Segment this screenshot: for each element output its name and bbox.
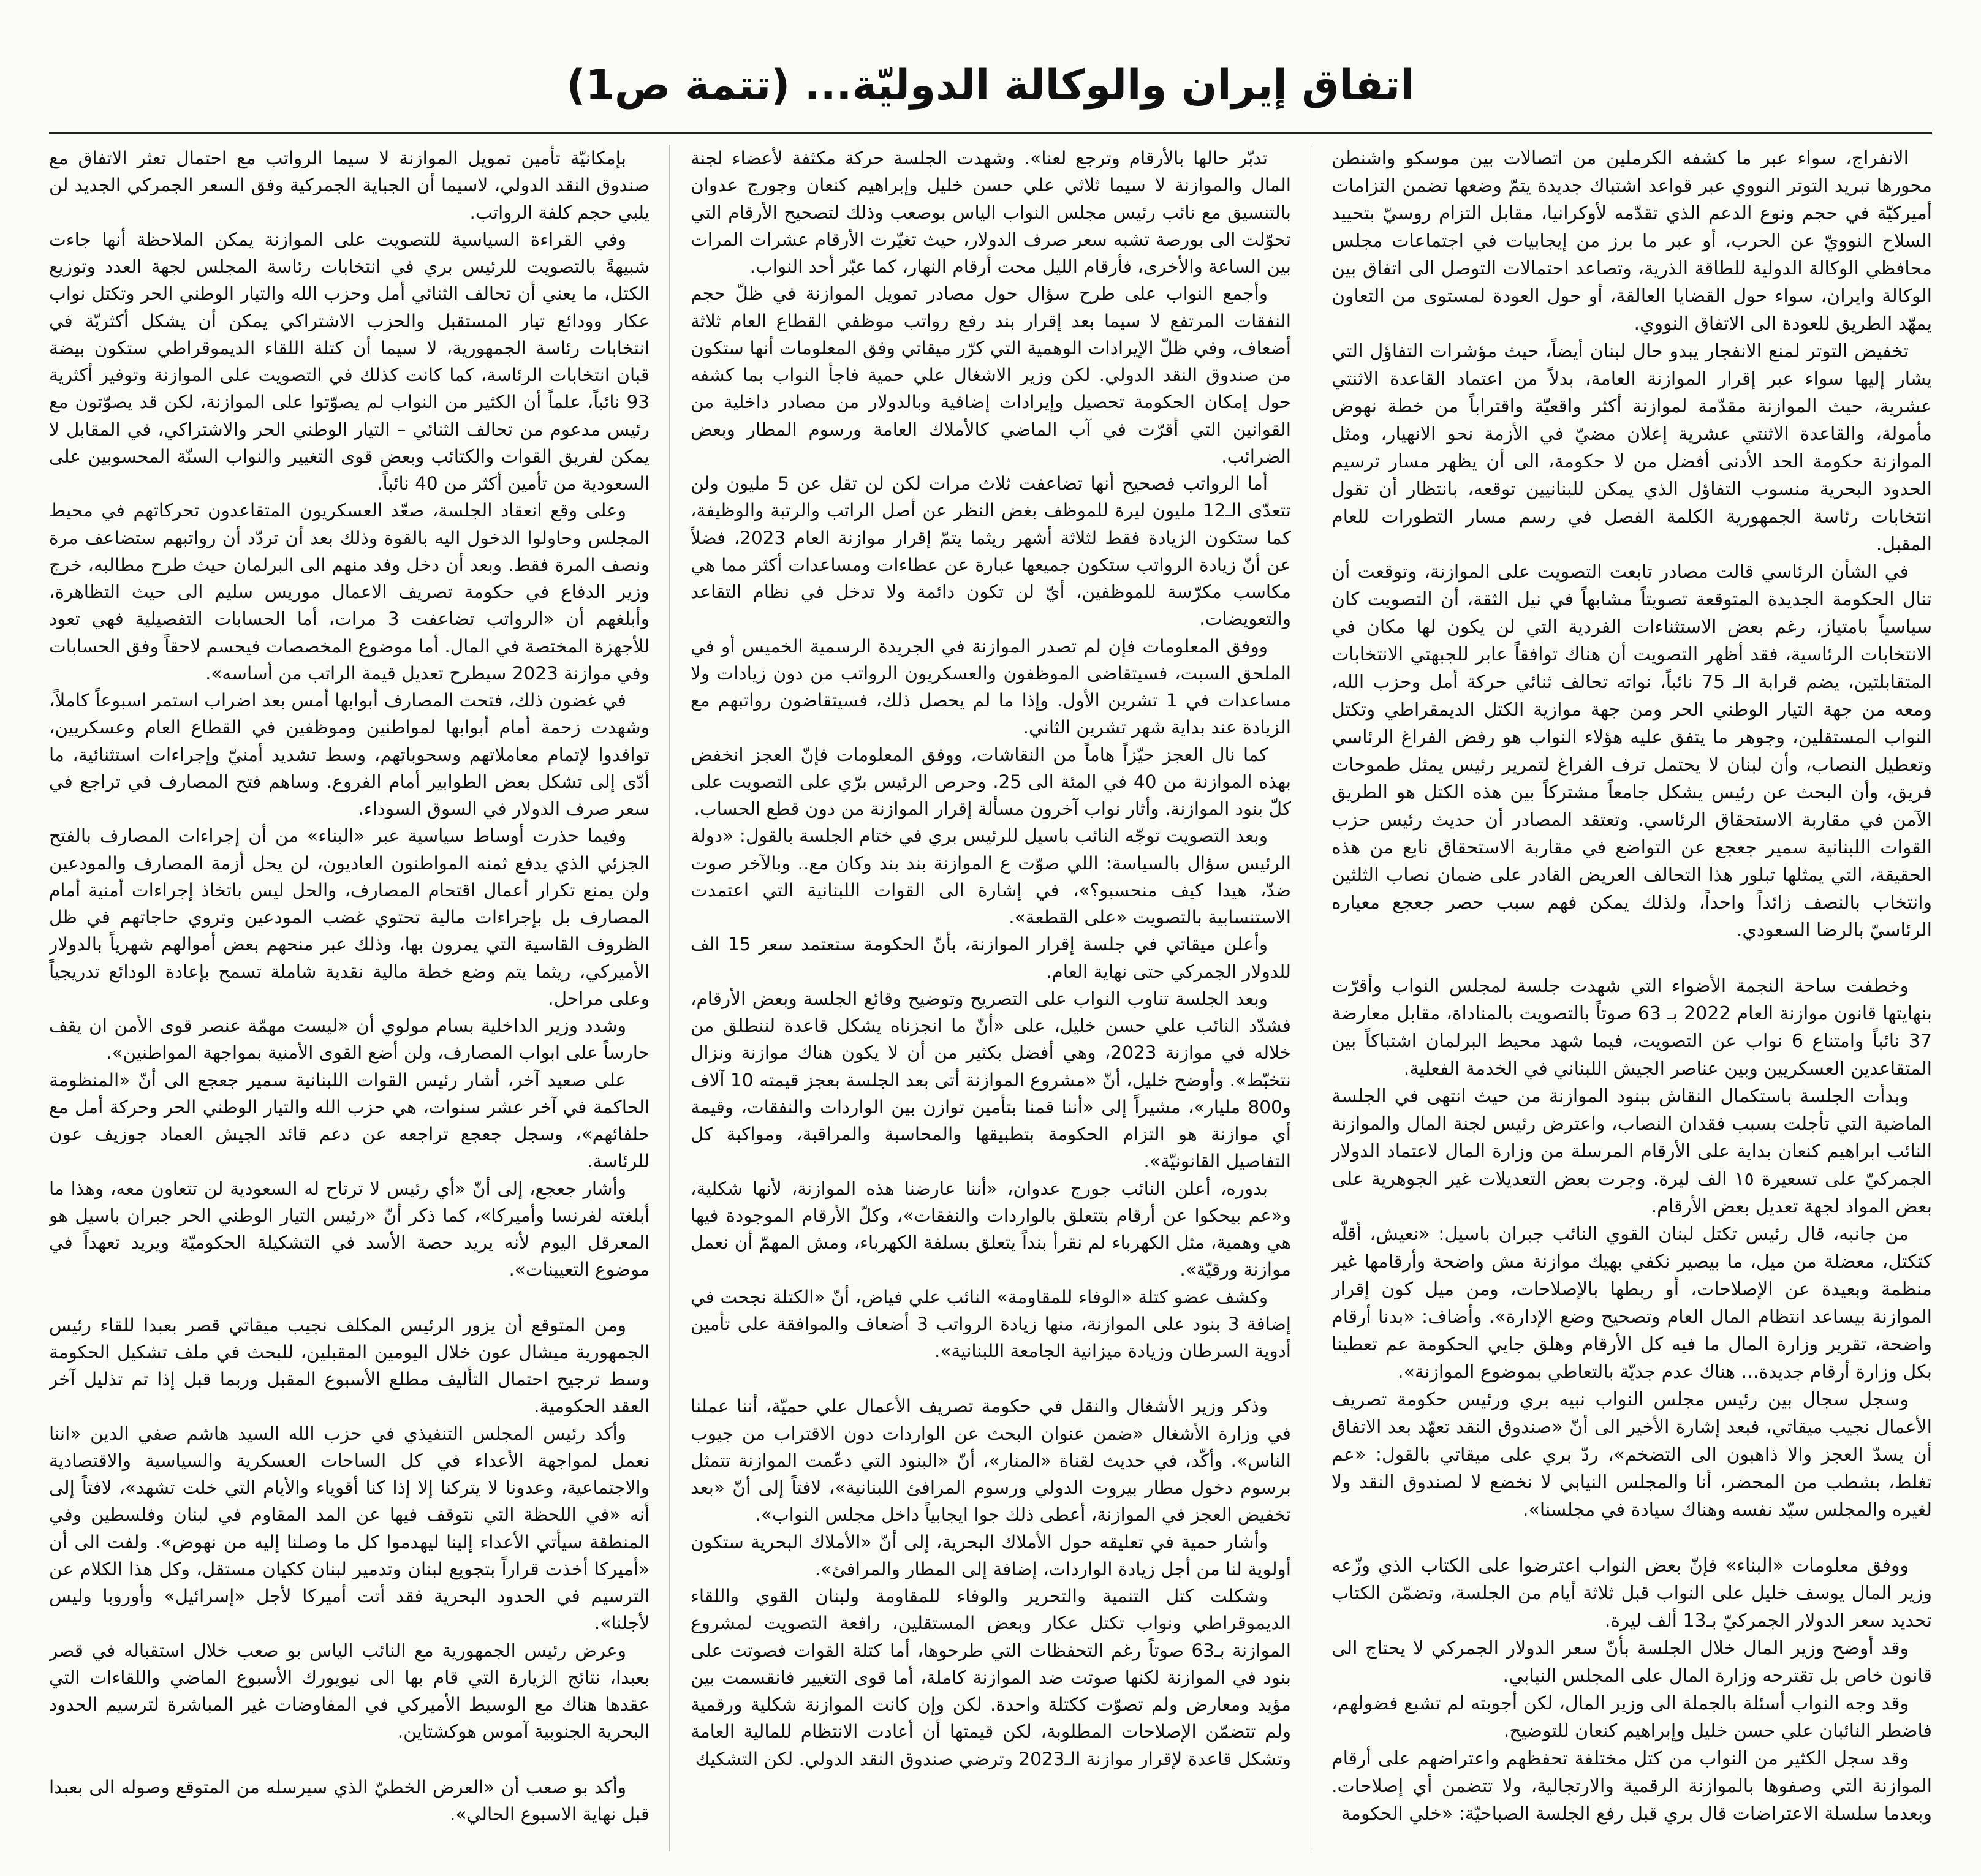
article-paragraph: وأكد رئيس المجلس التنفيذي في حزب الله السيد هاشم صفي الدين «اننا نعمل لمواجهة الأعداء في كل الساحات العسكرية والسياسية والاقتصادية والاجتماعية، وعدونا لا يتركنا إلا إذا كنا أقوياء والأيام التي خلت تشهد»، لافتاً إلى أنه «في اللحظة التي نتوقف فيها عن المد المقاوم في لبنان وفلسطين وفي المنطقة سيأتي الأعداء إلينا ليهدموا كل ما وصلنا إليه من نهوض». ولفت الى أن «أميركا أخذت قراراً بتجويع لبنان وتدمير لبنان ككيان مستقل، وكل هذا الكلام عن الترسيم في الحدود البحرية فقد أتت أميركا لأجل «إسرائيل» وأوروبا وليس لأجلنا».	[49, 1423, 650, 1634]
article-column-1	[1331, 145, 1932, 1851]
article-paragraph: وذكر وزير الأشغال والنقل في حكومة تصريف الأعمال علي حميّة، أننا عملنا في وزارة الأشغال «ضمن عنوان البحث عن الواردات دون الاقتراب من جيوب الناس». وأكّد، في حديث لقناة «المنار»، أنّ «البنود التي دعّمت الموازنة تتمثل برسوم دخول مطار بيروت الدولي ورسوم المرافئ اللبنانية»، لافتاً إلى أنّ «بعد تخفيض العجز في الموازنة، أعطى ذلك جوا ايجابياً داخل مجلس النواب».	[691, 1396, 1291, 1526]
article-column-2	[691, 145, 1291, 1851]
article-paragraph: ومن المتوقع أن يزور الرئيس المكلف نجيب ميقاتي قصر بعبدا للقاء رئيس الجمهورية ميشال عون خلال اليومين المقبلين، للبحث في ملف تشكيل الحكومة وسط ترجيح احتمال التأليف مطلع الأسبوع المقبل وربما قبل إذا تم تذليل آخر العقد الحكومية.	[49, 1314, 650, 1417]
article-paragraph: وقد أوضح وزير المال خلال الجلسة بأنّ سعر الدولار الجمركي لا يحتاج الى قانون خاص بل تقترحه وزارة المال على المجلس النيابي.	[1331, 1638, 1932, 1687]
article-paragraph: كما نال العجز حيّزاً هاماً من النقاشات، ووفق المعلومات فإنّ العجز انخفض بهذه الموازنة من 40 في المئة الى 25. وحرص الرئيس برّي على التصويت على كلّ بنود الموازنة. وأثار نواب آخرون مسألة إقرار الموازنة من دون قطع الحساب.	[691, 744, 1291, 819]
headline-rule	[49, 132, 1932, 134]
article-paragraph: تخفيض التوتر لمنع الانفجار يبدو حال لبنان أيضاً، حيث مؤشرات التفاؤل التي يشار إليها سواء عبر إقرار الموازنة العامة، بدلاً من اعتماد القاعدة الاثنتي عشرية، حيث الموازنة مقدّمة لموازنة أكثر واقعيّة واقتراباً من خطة نهوض مأمولة، والقاعدة الاثنتي عشرية إعلان مضيّ في الأزمة نحو الانهيار، ومثل الموازنة حكومة الحد الأدنى أفضل من لا حكومة، الى أن يظهر مسار ترسيم الحدود البحرية منسوب التفاؤل الذي يمكن للبنانيين توقعه، بانتظار أن تقول انتخابات رئاسة الجمهورية الكلمة الفصل في رسم مسار التطورات للعام المقبل.	[1331, 341, 1932, 555]
article-paragraph: وأشار حمية في تعليقه حول الأملاك البحرية، إلى أنّ «الأملاك البحرية ستكون أولوية لنا من أجل زيادة الواردات، إضافة إلى المطار والمرافئ».	[691, 1531, 1291, 1579]
article-paragraph: وأعلن ميقاتي في جلسة إقرار الموازنة، بأنّ الحكومة ستعتمد سعر 15 الف للدولار الجمركي حتى نهاية العام.	[691, 934, 1291, 982]
article-paragraph: ووفق المعلومات فإن لم تصدر الموازنة في الجريدة الرسمية الخميس أو في الملحق السبت، فسيتقاضى الموظفون والعسكريون الرواتب من دون زيادات ولا مساعدات في 1 تشرين الأول. وإذا ما لم يحصل ذلك، فسيتقاضون رواتبهم مع الزيادة عند بداية شهر تشرين الثاني.	[691, 635, 1291, 738]
article-paragraph: على صعيد آخر، أشار رئيس القوات اللبنانية سمير جعجع الى أنّ «المنظومة الحاكمة في آخر عشر سنوات، هي حزب الله والتيار الوطني الحر وحركة أمل مع حلفائهم»، وسجل جعجع تراجعه عن دعم قائد الجيش العماد جوزيف عون للرئاسة.	[49, 1069, 650, 1172]
article-paragraph: وشدد وزير الداخلية بسام مولوي أن «ليست مهمّة عنصر قوى الأمن ان يقف حارساً على ابواب المصارف، ولن أضع القوى الأمنية بمواجهة المواطنين».	[49, 1015, 650, 1064]
article-paragraph: وعرض رئيس الجمهورية مع النائب الياس بو صعب خلال استقباله في قصر بعبدا، نتائج الزيارة التي قام بها الى نيويورك الأسبوع الماضي واللقاءات التي عقدها هناك مع الوسيط الأميركي في المفاوضات غير المباشرة لترسيم الحدود البحرية الجنوبية آموس هوكشتاين.	[49, 1640, 650, 1742]
article-paragraph: وبدأت الجلسة باستكمال النقاش ببنود الموازنة من حيث انتهى في الجلسة الماضية التي تأجلت بسبب فقدان النصاب، واعترض رئيس لجنة المال والموازنة النائب ابراهيم كنعان بداية على الأرقام المرسلة من وزارة المال لاعتماد الدولار الجمركيّ على تسعيرة ١٥ الف ليرة. وجرت بعض التعديلات غير الجوهرية على بعض المواد لجهة تعديل بعض الأرقام.	[1331, 1086, 1932, 1217]
article-paragraph: ووفق معلومات «البناء» فإنّ بعض النواب اعترضوا على الكتاب الذي وزّعه وزير المال يوسف خليل على النواب قبل ثلاثة أيام من الجلسة، وتضمّن الكتاب تحديد سعر الدولار الجمركيّ بـ13 ألف ليرة.	[1331, 1555, 1932, 1632]
article-paragraph: وفي القراءة السياسية للتصويت على الموازنة يمكن الملاحظة أنها جاءت شبيهةً بالتصويت للرئيس بري في انتخابات رئاسة المجلس لجهة العدد وتوزيع الكتل، ما يعني أن تحالف الثنائي أمل وحزب الله والتيار الوطني الحر وتكتل نواب عكار وودائع تيار المستقبل والحزب الاشتراكي يمكن أن يشكل أكثريّة في انتخابات رئاسة الجمهورية، لا سيما أن كتلة اللقاء الديموقراطي ستكون بيضة قبان انتخابات الرئاسة، كما كانت كذلك في التصويت على الموازنة وتوفير أكثرية 93 نائباً، علماً أن الكثير من النواب لم يصوّتوا على الموازنة، لكن قد يصوّتون مع رئيس مدعوم من تحالف الثنائي – التيار الوطني الحر والاشتراكي، في المقابل لا يمكن لفريق القوات والكتائب وبعض قوى التغيير والنواب السنّة المحسوبين على السعودية من تأمين أكثر من 40 نائباً.	[49, 229, 650, 494]
article-paragraph: وفيما حذرت أوساط سياسية عبر «البناء» من أن إجراءات المصارف بالفتح الجزئي الذي يدفع ثمنه المواطنون العاديون، لن يحل أزمة المصارف والمودعين ولن يمنع تكرار أعمال اقتحام المصارف، والحل ليس باتخاذ إجراءات أمنية أمام المصارف بل بإجراءات مالية تحتوي غضب المودعين وتروي حاجاتهم في ظل الظروف القاسية التي يمرون بها، وذلك عبر منحهم بعض أموالهم شهرياً بالدولار الأميركي، ريثما يتم وضع خطة مالية نقدية شاملة تسمح بإعادة الودائع تدريجياً وعلى مراحل.	[49, 825, 650, 1009]
article-paragraph: وبعد الجلسة تناوب النواب على التصريح وتوضيح وقائع الجلسة وبعض الأرقام، فشدّد النائب علي حسن خليل، على «أنّ ما انجزناه يشكل قاعدة لننطلق من خلاله في موازنة 2023، وهي أفضل بكثير من أن لا يكون هناك موازنة ونزال نتخبّط». وأوضح خليل، أنّ «مشروع الموازنة أتى بعد الجلسة بعجز قيمته 10 آلاف و800 مليار»، مشيراً إلى «أننا قمنا بتأمين توازن بين الواردات والنفقات، وقيمة أي موازنة هو التزام الحكومة بتطبيقها والمحاسبة والمراقبة، ومواكبة كل التفاصيل القانونيّة».	[691, 988, 1291, 1172]
article-paragraph: وقد وجه النواب أسئلة بالجملة الى وزير المال، لكن أجوبته لم تشبع فضولهم، فاضطر النائبان علي حسن خليل وإبراهيم كنعان للتوضيح.	[1331, 1693, 1932, 1742]
article-paragraph: تدبّر حالها بالأرقام وترجع لعنا». وشهدت الجلسة حركة مكثفة لأعضاء لجنة المال والموازنة لا سيما ثلاثي علي حسن خليل وإبراهيم كنعان وجورج عدوان بالتنسيق مع نائب رئيس مجلس النواب الياس بوصعب وذلك لتصحيح الأرقام التي تحوّلت الى بورصة تشبه سعر صرف الدولار، حيث تغيّرت الأرقام عشرات المرات بين الساعة والأخرى، فأرقام الليل محت أرقام النهار، كما عبّر أحد النواب.	[691, 148, 1291, 277]
article-paragraph: وأجمع النواب على طرح سؤال حول مصادر تمويل الموازنة في ظلّ حجم النفقات المرتفع لا سيما بعد إقرار بند رفع رواتب موظفي القطاع العام ثلاثة أضعاف، وفي ظلّ الإيرادات الوهمية التي كرّر ميقاتي وفق المعلومات أنها ستكون من صندوق النقد الدولي. لكن وزير الاشغال علي حمية فاجأ النواب بما كشفه حول إمكان الحكومة تحصيل وإيرادات إضافية وبالدولار من مصادر داخلية من القوانين التي أقرّت في آب الماضي كالأملاك العامة ورسوم المطار وبعض الضرائب.	[691, 283, 1291, 467]
article-paragraph: بإمكانيّة تأمين تمويل الموازنة لا سيما الرواتب مع احتمال تعثر الاتفاق مع صندوق النقد الدولي، لاسيما أن الجباية الجمركية وفق السعر الجمركي الجديد لن يلبي حجم كلفة الرواتب.	[49, 148, 650, 223]
column-divider	[669, 145, 670, 1851]
article-paragraph: أما الرواتب فصحيح أنها تضاعفت ثلاث مرات لكن لن تقل عن 5 مليون ولن تتعدّى الـ12 مليون ليرة للموظف بغض النظر عن أصل الراتب والرتبة والوظيفة، كما ستكون الزيادة فقط لثلاثة أشهر ريثما يتمّ إقرار موازنة العام 2023، فضلاً عن أنّ زيادة الرواتب ستكون جميعها عبارة عن عطاءات ومساعدات أكثر مما هي مكاسب مكرّسة للموظفين، أيّ لن تكون دائمة ولا تدخل في نظام التقاعد والتعويضات.	[691, 473, 1291, 630]
article-paragraph: من جانبه، قال رئيس تكتل لبنان القوي النائب جبران باسيل: «نعيش، أقلّه كتكتل، معضلة من ميل، ما بيصير نكفي بهيك موازنة مش واضحة وأرقامها غير منظمة وبعيدة عن الإصلاحات، أو ربطها بالإصلاحات، ومن ميل كون إقرار الموازنة بيساعد انتظام المال العام وتصحيح وضع الإدارة». وأضاف: «بدنا أرقام واضحة، تقرير وزارة المال ما فيه كل الأرقام وهلق جايي الحكومة عم تعطينا بكل وزارة أرقام جديدة... هناك عدم جديّة بالتعاطي بموضوع الموازنة».	[1331, 1224, 1932, 1383]
article-paragraph: وبعد التصويت توجّه النائب باسيل للرئيس بري في ختام الجلسة بالقول: «دولة الرئيس سؤال بالسياسة: اللي صوّت ع الموازنة بند بند وكان مع.. وبالآخر صوت ضدّ، هيدا كيف منحسبو؟»، في إشارة الى القوات اللبنانية التي اعتمدت الاستنسابية بالتصويت «على القطعة».	[691, 825, 1291, 928]
article-paragraph: وخطفت ساحة النجمة الأضواء التي شهدت جلسة لمجلس النواب وأقرّت بنهايتها قانون موازنة العام 2022 بـ 63 صوتاً بالتصويت بالمناداة، مقابل معارضة 37 نائباً وامتناع 6 نواب عن التصويت، فيما شهد محيط البرلمان اشتباكاً بين المتقاعدين العسكريين وبين عناصر الجيش اللبناني في الخدمة الفعلية.	[1331, 975, 1932, 1080]
article-paragraph: وسجل سجال بين رئيس مجلس النواب نبيه بري ورئيس حكومة تصريف الأعمال نجيب ميقاتي، فبعد إشارة الأخير الى أنّ «صندوق النقد تعهّد بعد الاتفاق أن يسدّ العجز والا ذاهبون الى التضخم»، ردّ بري على ميقاتي بالقول: «عم تغلط، بشطب من المحضر، أنا والمجلس النيابي لا نخضع لا لصندوق النقد ولا لغيره والمجلس سيّد نفسه وهناك سيادة في مجلسنا».	[1331, 1389, 1932, 1521]
article-paragraph: الانفراج، سواء عبر ما كشفه الكرملين من اتصالات بين موسكو واشنطن محورها تبريد التوتر النووي عبر قواعد اشتباك جديدة يتمّ وضعها تضمن التزامات أميركيّة في حجم ونوع الدعم الذي تقدّمه لأوكرانيا، مقابل التزام روسيّ بتحييد السلاح النوويّ عن الحرب، أو عبر ما برز من إيجابيات في اجتماعات مجلس محافظي الوكالة الدولية للطاقة الذرية، وتصاعد احتمالات التوصل الى اتفاق بين الوكالة وايران، سواء حول القضايا العالقة، أو حول العودة لمستوى من التعاون يمهّد الطريق للعودة الى الاتفاق النووي.	[1331, 148, 1932, 335]
article-paragraph: في الشأن الرئاسي قالت مصادر تابعت التصويت على الموازنة، وتوقعت أن تنال الحكومة الجديدة المتوقعة تصويتاً مشابهاً في نيل الثقة، أن التصويت كان سياسياً بامتياز، رغم بعض الاستثناءات الفردية التي لن يكون لها مكان في الانتخابات الرئاسية، فقد أظهر التصويت أن هناك توافقاً عابر للجبهتي الانتخابات المتقابلتين، يضم قرابة الـ 75 نائباً، نواته تحالف ثنائي حركة أمل وحزب الله، ومعه من جهة التيار الوطني الحر ومن جهة موازية الكتل الديمقراطي وتكتل النواب المستقلين، وجوهر ما يتفق عليه هؤلاء النواب هو رفض الفراغ الرئاسي وتعطيل النصاب، وأن لبنان لا يحتمل ترف الفراغ لتمرير رئيس يمثل طموحات فريق، وأن البحث عن رئيس يشكل جامعاً مشتركاً بين هذه الكتل هو الطريق الآمن في مقاربة الاستحقاق الرئاسي. وتعتقد المصادر أن حديث رئيس حزب القوات اللبنانية سمير جعجع عن التواضع في مقاربة الاستحقاق نابع من هذه الحقيقة، التي يمثلها تبلور هذا التحالف العريض القادر على ضمان نصاب الثلثين وانتخاب بالنصف زائداً واحداً، ولذلك يمكن فهم سبب حصر جعجع معياره الرئاسيّ بالرضا السعودي.	[1331, 561, 1932, 941]
article-paragraph: وأكد بو صعب أن «العرض الخطيّ الذي سيرسله من المتوقع وصوله الى بعبدا قبل نهاية الاسبوع الحالي».	[49, 1776, 650, 1825]
article-paragraph: وكشف عضو كتلة «الوفاء للمقاومة» النائب علي فياض، أنّ «الكتلة نجحت في إضافة 3 بنود على الموازنة، منها زيادة الرواتب 3 أضعاف والموافقة على تأمين أدوية السرطان وزيادة ميزانية الجامعة اللبنانية».	[691, 1286, 1291, 1361]
article-headline: اتفاق إيران والوكالة الدوليّة... (تتمة ص1)	[566, 61, 1415, 110]
article-paragraph: وقد سجل الكثير من النواب من كتل مختلفة تحفظهم واعتراضهم على أرقام الموازنة التي وصفوها بالموازنة الرقمية والارتجالية، ولا تتضمن أي إصلاحات. وبعدما سلسلة الاعتراضات قال بري قبل رفع الجلسة الصباحيّة: «خلي الحكومة	[1331, 1748, 1932, 1825]
article-paragraph: وأشار جعجع، إلى أنّ «أي رئيس لا ترتاح له السعودية لن تتعاون معه، وهذا ما أبلغته لفرنسا وأميركا»، كما ذكر أنّ «رئيس التيار الوطني الحر جبران باسيل هو المعرقل اليوم لأنه يريد حصة الأسد في التشكيلة الحكوميّة ويريد تعهداً في موضوع التعيينات».	[49, 1178, 650, 1280]
article-paragraph: في غضون ذلك، فتحت المصارف أبوابها أمس بعد اضراب استمر اسبوعاً كاملاً، وشهدت زحمة أمام أبوابها لمواطنين وموظفين في القطاع العام وعسكريين، توافدوا لإتمام معاملاتهم وسحوباتهم، وسط تشديد أمنيّ وإجراءات استثنائية، ما أدّى إلى تشكل بعض الطوابير أمام الفروع. وساهم فتح المصارف في تراجع في سعر صرف الدولار في السوق السوداء.	[49, 690, 650, 819]
article-column-3	[49, 145, 650, 1851]
article-paragraph: وعلى وقع انعقاد الجلسة، صعّد العسكريون المتقاعدون تحركاتهم في محيط المجلس وحاولوا الدخول اليه بالقوة وذلك بعد أن تردّد أن رواتبهم ستضاعف مرة ونصف المرة فقط. وبعد أن دخل وفد منهم الى البرلمان حيث طرح مطالبه، خرج وزير الدفاع في حكومة تصريف الاعمال موريس سليم الى حيث التظاهرة، وأبلغهم أن «الرواتب تضاعفت 3 مرات، أما الحسابات التفصيلية فهي تعود للأجهزة المختصة في المال. أما موضوع المخصصات فيحسم لاحقاً وفق الحسابات وفي موازنة 2023 سيطرح تعديل قيمة الراتب من أساسه».	[49, 500, 650, 684]
article-paragraph: وشكلت كتل التنمية والتحرير والوفاء للمقاومة ولبنان القوي واللقاء الديموقراطي ونواب تكتل عكار وبعض المستقلين، رافعة التصويت لمشروع الموازنة بـ63 صوتاً رغم التحفظات التي طرحوها، أما كتلة القوات فصوتت على بنود في الموازنة لكنها صوتت ضد الموازنة كاملة، أما قوى التغيير فانقسمت بين مؤيد ومعارض ولم تصوّت ككتلة واحدة. لكن وإن كانت الموازنة شكلية ورقمية ولم تتضمّن الإصلاحات المطلوبة، لكن قيمتها أن أعادت الانتظام للمالية العامة وتشكل قاعدة لإقرار موازنة الـ2023 وترضي صندوق النقد الدولي. لكن التشكيك	[691, 1586, 1291, 1769]
article-paragraph: بدوره، أعلن النائب جورج عدوان، «أننا عارضنا هذه الموازنة، لأنها شكلية، و«عم بيحكوا عن أرقام بتتعلق بالواردات والنفقات»، وكلّ الأرقام الموجودة فيها هي وهمية، مثل الكهرباء لم نقرأ بنداً يتعلق بسلفة الكهرباء، ومش المهمّ أن نعمل موازنة ورقيّة».	[691, 1178, 1291, 1280]
